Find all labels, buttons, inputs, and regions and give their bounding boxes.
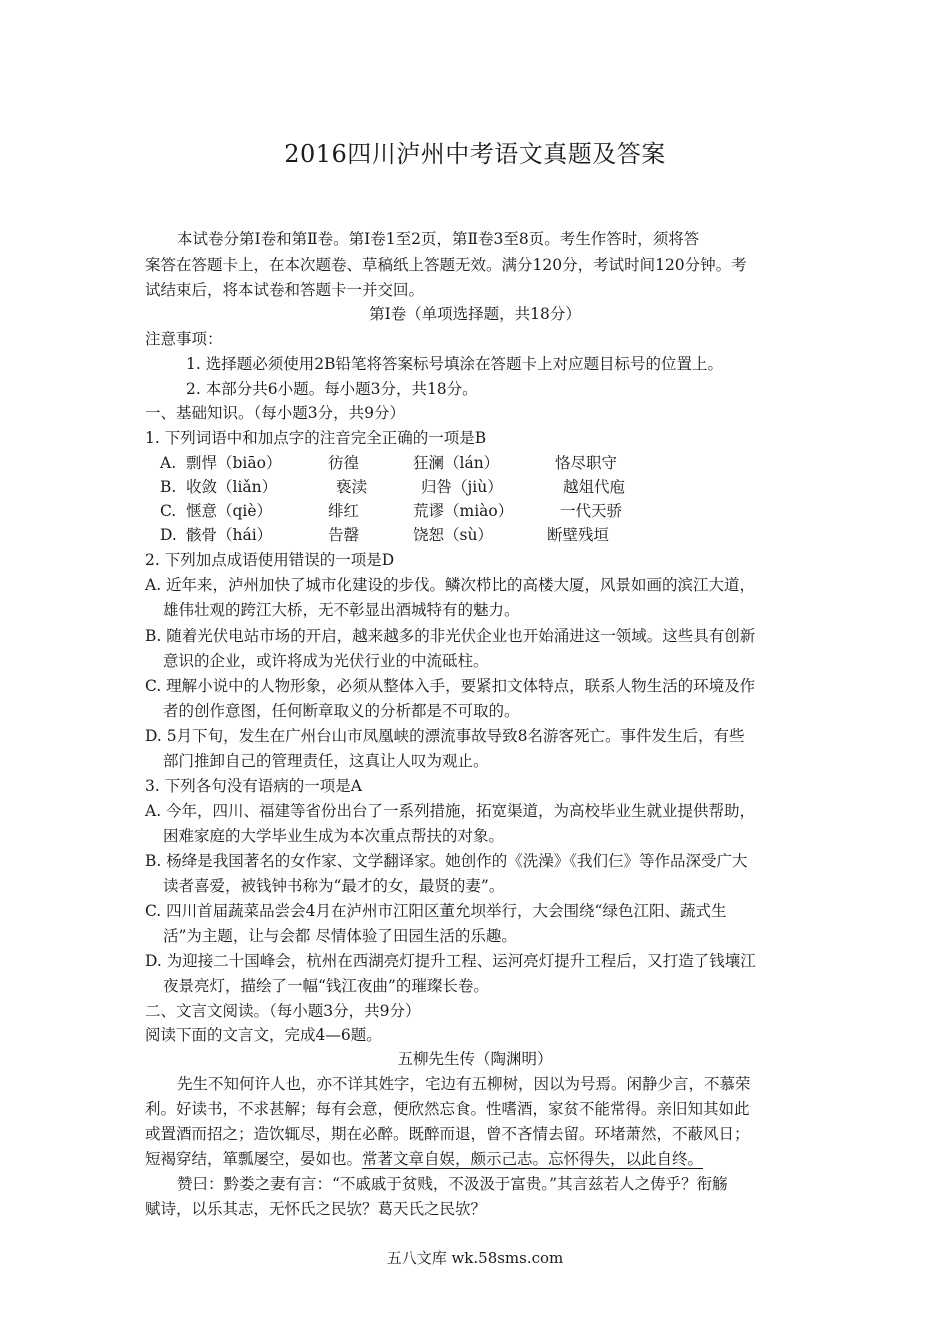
q1-option-letter: C. [160,502,177,520]
q1-option-word: 荒谬（miào） [413,502,514,520]
q3-option-c: C. 四川首届蔬菜品尝会4月在泸州市江阳区董允坝举行，大会围绕“绿色江阳、蔬式生 [145,902,727,920]
q1-option-word: 告罄 [328,526,360,544]
underlined-sentence: 常著文章自娱，颇示己志。忘怀得失，以此自终。 [362,1150,704,1168]
q1-option-word: 绯红 [328,502,360,520]
q1-option-word: 亵渎 [336,478,368,496]
q2-option-c: C. 理解小说中的人物形象，必须从整体入手，要紧扣文体特点，联系人物生活的环境及作 [145,677,756,695]
q3-option-b-cont: 读者喜爱，被钱钟书称为“最才的女，最贤的妻”。 [163,877,505,895]
q1-option-word: 饶恕（sù） [413,526,493,544]
q2-option-c-cont: 者的创作意图，任何断章取义的分析都是不可取的。 [163,702,520,720]
q3-option-c-cont: 活”为主题，让与会都 尽情体验了田园生活的乐趣。 [163,927,517,945]
q3-option-a: A. 今年，四川、福建等省份出台了一系列措施，拓宽渠道，为高校毕业生就业提供帮助， [145,802,756,820]
q2-option-b: B. 随着光伏电站市场的开启，越来越多的非光伏企业也开始涌进这一领域。这些具有创新 [145,627,756,645]
intro-line-1: 本试卷分第Ⅰ卷和第Ⅱ卷。第Ⅰ卷1至2页，第Ⅱ卷3至8页。考生作答时，须将答 [177,230,700,248]
q2-option-a: A. 近年来，泸州加快了城市化建设的步伐。鳞次栉比的高楼大厦，风景如画的滨江大道， [145,576,756,594]
q1-option-word: 惬意（qiè） [186,502,273,520]
passage-title: 五柳先生传（陶渊明） [397,1050,553,1068]
q1-option-word: 收敛（liǎn） [186,478,278,496]
section-1-heading: 一、基础知识。（每小题3分，共9分） [145,404,405,422]
passage-line-4-text: 短褐穿结，箪瓢屡空，晏如也。 [145,1150,363,1168]
q2-option-b-cont: 意识的企业，或许将成为光伏行业的中流砥柱。 [163,652,489,670]
q1-option-word: 一代天骄 [560,502,623,520]
notice-label: 注意事项： [145,330,223,348]
q1-option-letter: D. [160,526,177,544]
intro-line-3: 试结束后，将本试卷和答题卡一并交回。 [145,281,425,299]
q2-option-d: D. 5月下旬，发生在广州台山市凤凰峡的漂流事故导致8名游客死亡。事件发生后，有些 [145,727,745,745]
notice-item-1: 1. 选择题必须使用2B铅笔将答案标号填涂在答题卡上对应题目标号的位置上。 [186,355,723,373]
passage-line-4 [145,1148,703,1170]
q1-option-word: 恪尽职守 [555,454,618,472]
q1-stem: 1. 下列词语中和加点字的注音完全正确的一项是B [145,429,487,447]
q1-option-letter: A. [160,454,177,472]
q1-option-word: 骸骨（hái） [186,526,273,544]
intro-line-2: 案答在答题卡上，在本次题卷、草稿纸上答题无效。满分120分，考试时间120分钟。考 [145,256,747,274]
q1-option-word: 剽悍（biāo） [186,454,282,472]
q3-option-a-cont: 困难家庭的大学毕业生成为本次重点帮扶的对象。 [163,827,505,845]
q3-option-b: B. 杨绛是我国著名的女作家、文学翻译家。她创作的《洗澡》《我们仨》等作品深受广大 [145,852,748,870]
q3-stem: 3. 下列各句没有语病的一项是A [145,777,362,795]
q1-option-word: 归咎（jiù） [421,478,503,496]
q1-option-letter: B. [160,478,177,496]
passage-line-5: 赞曰：黔娄之妻有言：“不戚戚于贫贱，不汲汲于富贵。”其言兹若人之俦乎？衔觞 [177,1175,728,1193]
passage-line-1: 先生不知何许人也，亦不详其姓字，宅边有五柳树，因以为号焉。闲静少言，不慕荣 [177,1075,751,1093]
passage-line-6: 赋诗，以乐其志，无怀氏之民欤？葛天氏之民欤？ [145,1200,487,1218]
q3-option-d-cont: 夜景亮灯，描绘了一幅“钱江夜曲”的璀璨长卷。 [163,977,489,995]
q1-option-word: 断壁残垣 [547,526,610,544]
passage-line-3: 或置酒而招之；造饮辄尽，期在必醉。既醉而退，曾不吝情去留。环堵萧然，不蔽风日； [145,1125,750,1143]
section-2-heading: 二、文言文阅读。（每小题3分，共9分） [145,1002,421,1020]
notice-item-2: 2. 本部分共6小题。每小题3分，共18分。 [186,380,478,398]
q2-option-a-cont: 雄伟壮观的跨江大桥，无不彰显出酒城特有的魅力。 [163,601,520,619]
q2-stem: 2. 下列加点成语使用错误的一项是D [145,551,395,569]
q3-option-d: D. 为迎接二十国峰会，杭州在西湖亮灯提升工程、运河亮灯提升工程后，又打造了钱壤江 [145,952,756,970]
q1-option-word: 越俎代庖 [563,478,626,496]
part1-title: 第Ⅰ卷（单项选择题，共18分） [369,305,581,323]
footer-watermark: 五八文库 wk.58sms.com [386,1249,564,1267]
page-title: 2016四川泸州中考语文真题及答案 [284,140,666,168]
q2-option-d-cont: 部门推卸自己的管理责任，这真让人叹为观止。 [163,752,489,770]
reading-instruction: 阅读下面的文言文，完成4—6题。 [145,1026,382,1044]
passage-line-2: 利。好读书，不求甚解；每有会意，便欣然忘食。性嗜酒，家贫不能常得。亲旧知其如此 [145,1100,750,1118]
q1-option-word: 彷徨 [328,454,360,472]
q1-option-word: 狂澜（lán） [413,454,500,472]
